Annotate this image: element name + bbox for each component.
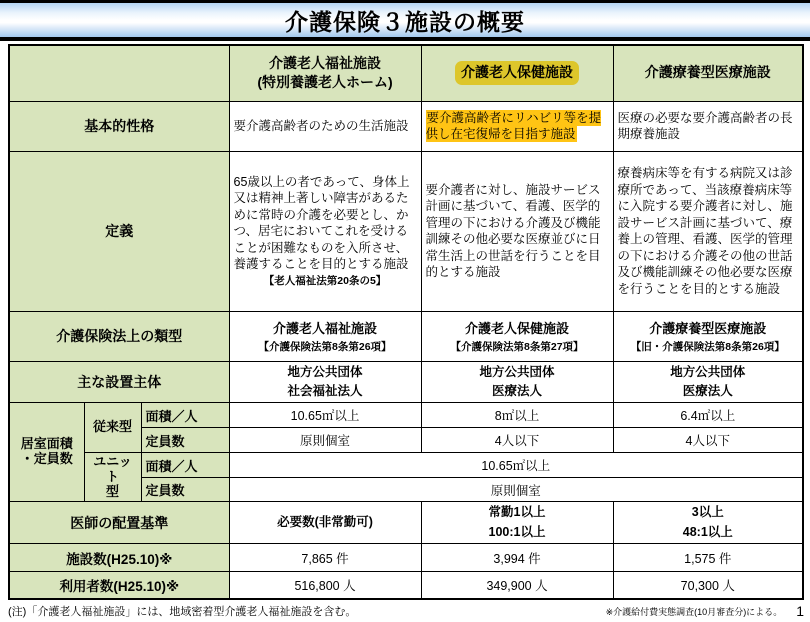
row-room-unit-area [9, 453, 803, 478]
row-label-definition: 定義 [9, 151, 229, 311]
highlighted-basic-health-text: 要介護高齢者にリハビリ等を提供し在宅復帰を目指す施設 [425, 110, 602, 141]
row-label-doctor: 医師の配置基準 [9, 502, 229, 544]
row-label-operator: 主な設置主体 [9, 361, 229, 403]
legal-welfare-ref: 【介護保険法第8条第26項】 [258, 341, 392, 353]
cell-basic-welfare: 要介護高齢者のための生活施設 [229, 101, 421, 151]
operator-medical-line2: 医療法人 [682, 383, 733, 398]
cell-basic-health [421, 101, 613, 151]
header-col-medical-name: 介護療養型医療施設 [644, 64, 771, 81]
cell-unit-area-all: 10.65㎡以上 [229, 453, 803, 478]
room-type-unit-line2: 型 [105, 483, 119, 499]
row-label-basic-character: 基本的性格 [9, 101, 229, 151]
header-col-health [421, 45, 613, 101]
cell-users-health: 349,900 人 [421, 572, 613, 599]
title-bar [0, 0, 810, 41]
definition-welfare-text: 65歳以上の者であって、身体上又は精神上著しい障害があるために常時の介護を必要とし、かつ、居宅においてこれを受けることが困難なものを入所させ、養護することを目的とする施設 [233, 174, 410, 272]
cell-definition-medical: 療養病床等を有する病院又は診療所であって、当該療養病床等に入院する要介護者に対し、施設サービス計画に基づいて、療養上の管理、看護、医学的管理の下における介護その他の世話及び機能訓練その他必要な医療を行うことを目的とする施設 [613, 151, 803, 311]
cell-count-health: 3,994 件 [421, 544, 613, 572]
room-area-label-1: 面積／人 [141, 403, 229, 428]
header-col-welfare-name: 介護老人福祉施設 [269, 54, 382, 71]
cell-count-medical: 1,575 件 [613, 544, 803, 572]
room-type-conventional: 従来型 [84, 403, 141, 453]
room-label-line2: ・定員数 [20, 451, 73, 467]
footer [0, 601, 810, 622]
row-facility-count [9, 544, 803, 572]
operator-health-line2: 医療法人 [492, 383, 543, 398]
header-col-welfare [229, 45, 421, 101]
cell-legal-medical [613, 311, 803, 361]
row-operator [9, 361, 803, 403]
doctor-health-line2: 100:1以上 [488, 524, 546, 539]
row-legal-type [9, 311, 803, 361]
header-col-health-name: 介護老人保健施設 [455, 61, 579, 85]
footnote-left: (注)「介護老人福祉施設」には、地域密着型介護老人福祉施設を含む。 [8, 606, 357, 618]
room-capacity-label-1: 定員数 [141, 428, 229, 453]
row-label-user-count: 利用者数(H25.10)※ [9, 572, 229, 599]
room-type-unit-line1: ユニット [93, 453, 132, 484]
footer-right-group [606, 603, 804, 619]
cell-definition-welfare [229, 151, 421, 311]
footnote-right: ※介護給付費実態調査(10月審査分)による。 [605, 606, 783, 617]
legal-health-name: 介護老人保健施設 [465, 321, 570, 336]
facility-comparison-table [8, 44, 804, 600]
cell-doctor-health [421, 502, 613, 544]
cell-conv-area-health: 8㎡以上 [421, 403, 613, 428]
cell-conv-area-medical: 6.4㎡以上 [613, 403, 803, 428]
header-row [9, 45, 803, 101]
room-area-label-2: 面積／人 [141, 453, 229, 478]
header-corner-cell [9, 45, 229, 101]
legal-health-ref: 【介護保険法第8条第27項】 [450, 341, 584, 353]
cell-conv-cap-health: 4人以下 [421, 428, 613, 453]
operator-health-line1: 地方公共団体 [479, 364, 555, 379]
row-basic-character [9, 101, 803, 151]
page-number: 1 [796, 603, 804, 619]
cell-doctor-medical [613, 502, 803, 544]
doctor-medical-line2: 48:1以上 [682, 524, 733, 539]
room-label-line1: 居室面積 [20, 436, 73, 452]
cell-operator-medical [613, 361, 803, 403]
cell-users-welfare: 516,800 人 [229, 572, 421, 599]
row-label-legal-type: 介護保険法上の類型 [9, 311, 229, 361]
cell-doctor-welfare: 必要数(非常勤可) [229, 502, 421, 544]
doctor-medical-line1: 3以上 [691, 505, 724, 520]
cell-legal-health [421, 311, 613, 361]
cell-basic-medical: 医療の必要な要介護高齢者の長期療養施設 [613, 101, 803, 151]
row-label-room [9, 403, 84, 502]
cell-operator-health [421, 361, 613, 403]
room-capacity-label-2: 定員数 [141, 478, 229, 502]
row-definition [9, 151, 803, 311]
cell-conv-cap-welfare: 原則個室 [229, 428, 421, 453]
row-room-conventional-area [9, 403, 803, 428]
doctor-health-line1: 常勤1以上 [488, 505, 546, 520]
legal-welfare-name: 介護老人福祉施設 [273, 321, 378, 336]
row-user-count [9, 572, 803, 599]
cell-count-welfare: 7,865 件 [229, 544, 421, 572]
header-col-medical [613, 45, 803, 101]
operator-welfare-line2: 社会福祉法人 [287, 383, 363, 398]
cell-conv-area-welfare: 10.65㎡以上 [229, 403, 421, 428]
header-col-welfare-sub: (特別養護老人ホーム) [257, 74, 393, 91]
cell-definition-health: 要介護者に対し、施設サービス計画に基づいて、看護、医学的管理の下における介護及び機能訓練その他必要な医療並びに日常生活上の世話を行うことを目的とする施設 [421, 151, 613, 311]
definition-welfare-law-ref: 【老人福祉法第20条の5】 [263, 274, 387, 287]
operator-medical-line1: 地方公共団体 [670, 364, 746, 379]
cell-operator-welfare [229, 361, 421, 403]
cell-unit-cap-all: 原則個室 [229, 478, 803, 502]
cell-conv-cap-medical: 4人以下 [613, 428, 803, 453]
operator-welfare-line1: 地方公共団体 [287, 364, 363, 379]
legal-medical-ref: 【旧・介護保険法第8条第26項】 [630, 341, 785, 353]
row-doctor-standard [9, 502, 803, 544]
page-title: 介護保険３施設の概要 [285, 8, 525, 35]
legal-medical-name: 介護療養型医療施設 [649, 321, 767, 336]
room-type-unit [84, 453, 141, 502]
cell-users-medical: 70,300 人 [613, 572, 803, 599]
row-label-facility-count: 施設数(H25.10)※ [9, 544, 229, 572]
cell-legal-welfare [229, 311, 421, 361]
